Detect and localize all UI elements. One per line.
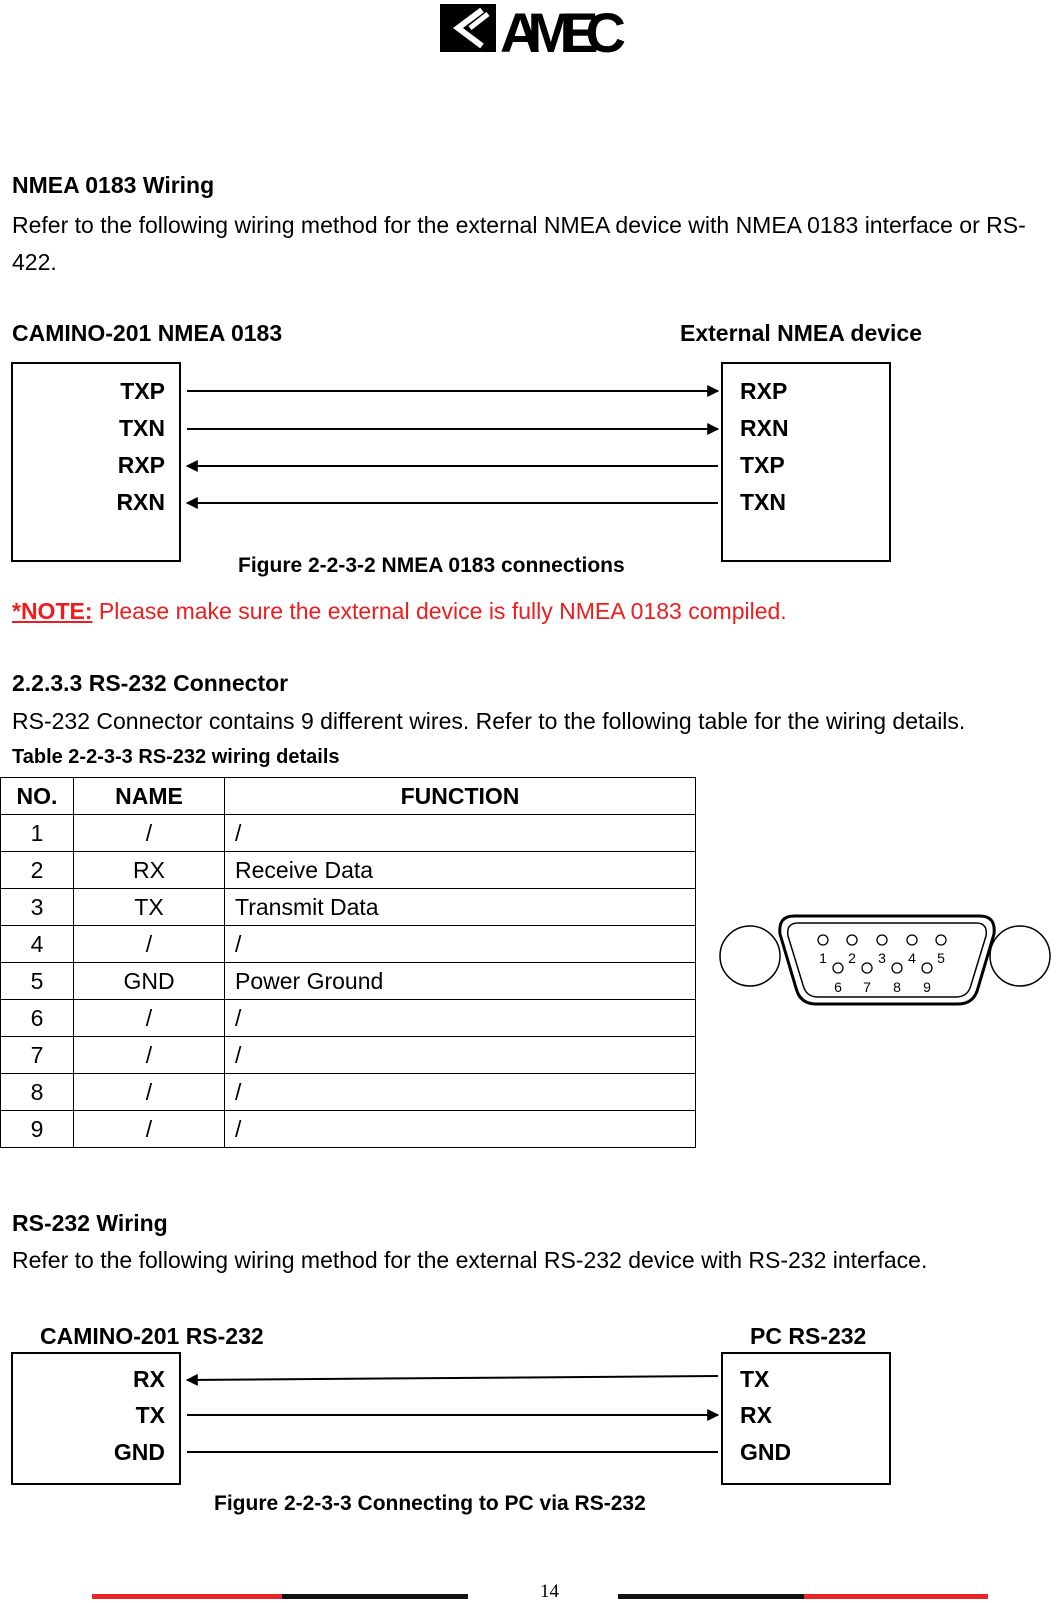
table-row (1, 1111, 696, 1148)
cell-no: 4 (1, 926, 74, 963)
pin-1 (818, 935, 828, 945)
note-text: Please make sure the external device is fully NMEA 0183 compiled. (92, 598, 787, 624)
rs232-wiring-table (0, 777, 696, 1148)
cell-no: 8 (1, 1074, 74, 1111)
pin-7 (862, 963, 872, 973)
footer-bar-red-left (92, 1594, 282, 1599)
page-number: 14 (540, 1581, 559, 1602)
cell-function: Transmit Data (225, 889, 696, 926)
table-header-row (1, 778, 696, 815)
rs232-right-pin: TX (740, 1366, 770, 1392)
mount-hole-right (990, 926, 1050, 986)
cell-name: / (74, 1037, 225, 1074)
pin-label-9: 9 (923, 979, 931, 995)
nmea-intro: Refer to the following wiring method for the external NMEA device with NMEA 0183 interface or RS-422. (12, 212, 1026, 275)
nmea-heading: NMEA 0183 Wiring (12, 172, 215, 198)
rs232-wiring-intro: Refer to the following wiring method for the external RS-232 device with RS-232 interface. (12, 1247, 928, 1273)
rs232-line-rx-tx (187, 1376, 718, 1380)
table-row (1, 1000, 696, 1037)
pin-9 (922, 963, 932, 973)
cell-function: / (225, 926, 696, 963)
nmea-left-pin: TXN (119, 415, 165, 441)
footer-bar-black-right (618, 1594, 804, 1599)
pin-label-3: 3 (878, 950, 886, 966)
pin-8 (892, 963, 902, 973)
cell-function: / (225, 815, 696, 852)
table-row (1, 1074, 696, 1111)
nmea-right-pin: TXN (740, 489, 786, 515)
pin-label-7: 7 (863, 979, 871, 995)
note-tag: *NOTE: (12, 598, 93, 624)
pin-2 (847, 935, 857, 945)
rs232-right-pin: RX (740, 1402, 772, 1428)
rs232-heading: 2.2.3.3 RS-232 Connector (12, 670, 289, 696)
nmea-right-pin: RXN (740, 415, 789, 441)
nmea-left-pin: RXP (117, 452, 165, 478)
nmea-left-pin: TXP (120, 378, 165, 404)
pin-label-8: 8 (893, 979, 901, 995)
rs232-left-pin: GND (113, 1439, 165, 1465)
cell-function: Power Ground (225, 963, 696, 1000)
table-row (1, 1037, 696, 1074)
table-row (1, 889, 696, 926)
rs232-wiring-heading: RS-232 Wiring (12, 1210, 168, 1236)
nmea-figure-caption: Figure 2-2-3-2 NMEA 0183 connections (238, 554, 625, 577)
cell-no: 1 (1, 815, 74, 852)
cell-no: 2 (1, 852, 74, 889)
cell-no: 9 (1, 1111, 74, 1148)
pin-label-4: 4 (908, 950, 916, 966)
pin-5 (936, 935, 946, 945)
rs232-right-title: PC RS-232 (750, 1323, 867, 1349)
header-no: NO. (1, 778, 74, 815)
table-caption: Table 2-2-3-3 RS-232 wiring details (12, 746, 340, 768)
pin-6 (833, 963, 843, 973)
cell-name: / (74, 1111, 225, 1148)
cell-no: 3 (1, 889, 74, 926)
cell-no: 5 (1, 963, 74, 1000)
db9-connector-diagram (712, 900, 1058, 1012)
mount-hole-left (720, 926, 780, 986)
rs232-left-pin: RX (133, 1366, 165, 1392)
nmea-left-title: CAMINO-201 NMEA 0183 (12, 320, 283, 346)
cell-name: / (74, 1074, 225, 1111)
cell-name: / (74, 926, 225, 963)
db9-shell-outer (780, 916, 994, 1004)
cell-function: Receive Data (225, 852, 696, 889)
table-row (1, 963, 696, 1000)
header-function: FUNCTION (225, 778, 696, 815)
nmea-note (12, 598, 787, 625)
table-row (1, 926, 696, 963)
cell-name: TX (74, 889, 225, 926)
cell-function: / (225, 1037, 696, 1074)
pin-3 (877, 935, 887, 945)
pin-4 (907, 935, 917, 945)
cell-function: / (225, 1111, 696, 1148)
nmea-right-pin: RXP (740, 378, 788, 404)
header-name: NAME (74, 778, 225, 815)
cell-name: RX (74, 852, 225, 889)
cell-name: / (74, 815, 225, 852)
rs232-intro: RS-232 Connector contains 9 different wires. Refer to the following table for the wiring details. (12, 708, 966, 734)
rs232-right-pin: GND (740, 1439, 792, 1465)
cell-no: 7 (1, 1037, 74, 1074)
rs232-left-pin: TX (135, 1402, 165, 1428)
cell-function: / (225, 1000, 696, 1037)
logo-text: AMEC (500, 1, 626, 56)
pin-label-2: 2 (848, 950, 856, 966)
footer-bar-red-right (804, 1594, 988, 1599)
pin-label-6: 6 (834, 979, 842, 995)
cell-name: GND (74, 963, 225, 1000)
cell-name: / (74, 1000, 225, 1037)
footer-bar-black-left (282, 1594, 468, 1599)
nmea-right-title: External NMEA device (680, 320, 923, 346)
table-row (1, 815, 696, 852)
pin-label-1: 1 (819, 950, 827, 966)
nmea-left-pin: RXN (116, 489, 165, 515)
db9-shell-inner (788, 923, 987, 997)
rs232-figure-caption: Figure 2-2-3-3 Connecting to PC via RS-232 (214, 1492, 646, 1515)
rs232-left-title: CAMINO-201 RS-232 (40, 1323, 264, 1349)
pin-label-5: 5 (937, 950, 945, 966)
nmea-right-pin: TXP (740, 452, 785, 478)
cell-no: 6 (1, 1000, 74, 1037)
cell-function: / (225, 1074, 696, 1111)
table-row (1, 852, 696, 889)
